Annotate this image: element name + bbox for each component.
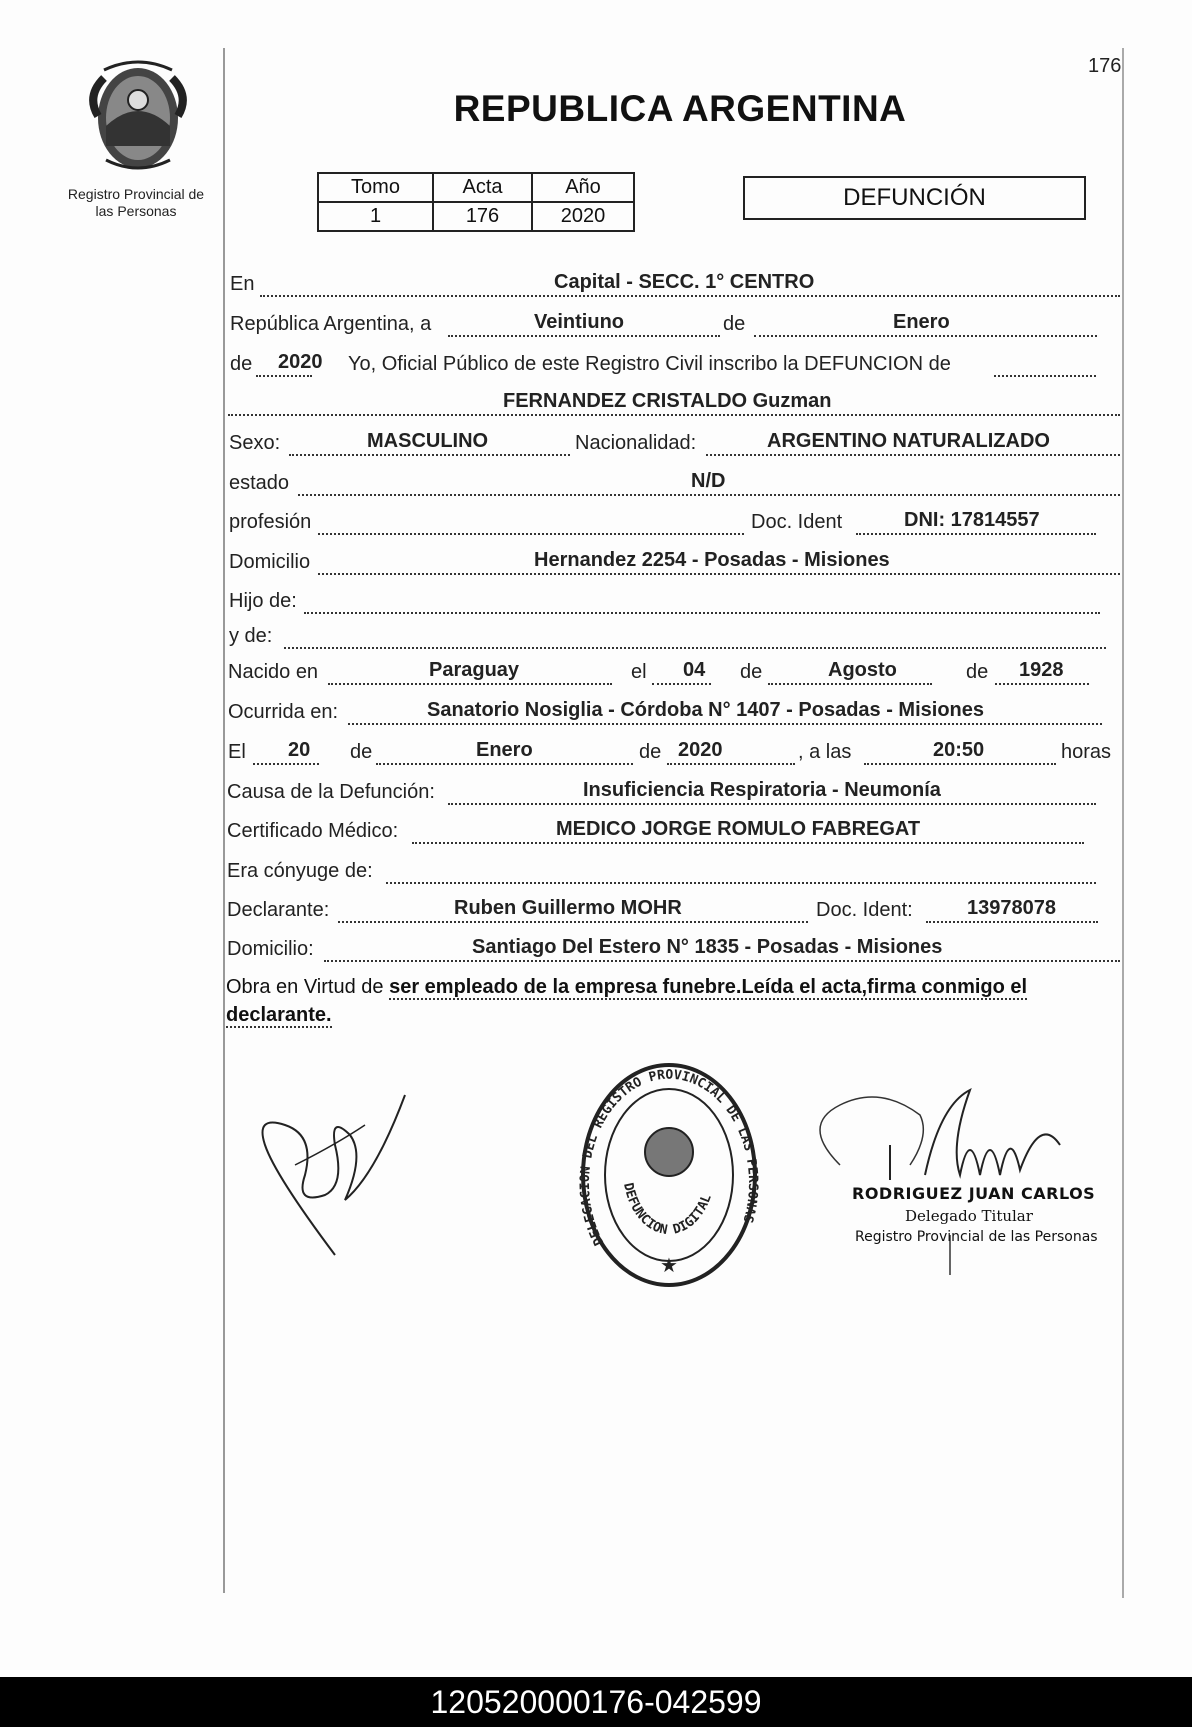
row-estado [226, 472, 1126, 502]
seal-star-icon: ★ [660, 1255, 678, 1277]
row-sexo [226, 432, 1126, 462]
obra-label: Obra en Virtud de [226, 976, 384, 998]
register-header-tomo: Tomo [318, 173, 433, 202]
obra-value: ser empleado de la empresa funebre.Leída el acta,firma conmigo el declarante. [226, 976, 1028, 1026]
en-value: Capital - SECC. 1° CENTRO [554, 271, 815, 293]
row-declarante [226, 899, 1126, 929]
org-name [52, 186, 220, 220]
horas-label: horas [1061, 741, 1112, 763]
declarante-value: Ruben Guillermo MOHR [454, 897, 682, 919]
sexo-value: MASCULINO [367, 430, 489, 452]
obra-paragraph [226, 973, 1121, 1029]
signatory-name: RODRIGUEZ JUAN CARLOS [852, 1184, 1096, 1203]
seal-outer-text: DELEGACION DEL REGISTRO PROVINCIAL DE LAS PERSONAS [578, 1067, 760, 1248]
estado-value: N/D [691, 470, 726, 492]
yde-fill [284, 625, 1106, 649]
page-number: 176 [1088, 55, 1122, 77]
seal-inner-text: DEFUNCION DIGITAL [620, 1181, 715, 1239]
sexo-label: Sexo: [229, 432, 281, 454]
signatory-role: Delegado Titular [905, 1207, 1033, 1225]
nacido-value: Paraguay [429, 659, 520, 681]
signatory-org: Registro Provincial de las Personas [855, 1229, 1098, 1245]
en-label: En [230, 273, 255, 295]
ocurrida-label: Ocurrida en: [228, 701, 339, 723]
row-hijo [226, 590, 1126, 620]
document-type-box: DEFUNCIÓN [743, 176, 1086, 220]
row-yde [226, 625, 1126, 655]
row-profesion [226, 511, 1126, 541]
death-month: Enero [476, 739, 533, 761]
el2-label: El [228, 741, 246, 763]
de-label-6: de [639, 741, 662, 763]
oficial-text: Yo, Oficial Público de este Registro Civil inscribo la DEFUNCION de [348, 353, 951, 375]
hijo-fill [304, 590, 1100, 614]
conyuge-fill [386, 860, 1096, 884]
deceased-name: FERNANDEZ CRISTALDO Guzman [503, 390, 832, 412]
row-nacido [226, 661, 1126, 691]
domicilio-value: Hernandez 2254 - Posadas - Misiones [534, 549, 890, 571]
row-certificado [226, 820, 1126, 850]
org-line-2: las Personas [95, 203, 177, 219]
row-deceased [226, 392, 1126, 422]
hijo-label: Hijo de: [229, 590, 297, 612]
oficial-fill [994, 353, 1096, 377]
el-label: el [631, 661, 647, 683]
death-day: 20 [288, 739, 311, 761]
declarante-signature [255, 1085, 415, 1265]
register-value-acta: 176 [433, 202, 532, 231]
year-value: 2020 [278, 351, 323, 373]
ocurrida-value: Sanatorio Nosiglia - Córdoba N° 1407 - Posadas - Misiones [427, 699, 985, 721]
register-header-acta: Acta [433, 173, 532, 202]
birth-month: Agosto [828, 659, 897, 681]
causa-value: Insuficiencia Respiratoria - Neumonía [583, 779, 941, 801]
doc-value: DNI: 17814557 [904, 509, 1040, 531]
de-label-2: de [230, 353, 253, 375]
register-value-row [318, 202, 634, 231]
register-value-anio: 2020 [532, 202, 634, 231]
birth-year: 1928 [1019, 659, 1064, 681]
svg-text:DEFUNCION DIGITAL [620, 1182, 715, 1239]
doc2-value: 13978078 [967, 897, 1056, 919]
domicilio-label: Domicilio [229, 551, 311, 573]
footer-barcode-text: 120520000176-042599 [0, 1677, 1192, 1727]
official-signature [800, 1085, 1100, 1275]
row-conyuge [226, 860, 1126, 890]
de-label-5: de [350, 741, 373, 763]
row-domicilio [226, 551, 1126, 581]
birth-day: 04 [683, 659, 706, 681]
org-line-1: Registro Provincial de [67, 186, 205, 202]
row-death-date [226, 741, 1126, 771]
row-causa [226, 781, 1126, 811]
register-value-tomo: 1 [318, 202, 433, 231]
row-en [226, 273, 1126, 303]
day-value: Veintiuno [534, 311, 624, 333]
nacido-label: Nacido en [228, 661, 319, 683]
death-year: 2020 [678, 739, 723, 761]
doc-label: Doc. Ident [751, 511, 843, 533]
profesion-fill [318, 511, 744, 535]
nacionalidad-value: ARGENTINO NATURALIZADO [767, 430, 1050, 452]
province-emblem-icon [84, 56, 192, 174]
row-republica [226, 313, 1126, 343]
alas-label: , a las [798, 741, 852, 763]
causa-label: Causa de la Defunción: [227, 781, 435, 803]
conyuge-label: Era cónyuge de: [227, 860, 373, 882]
doc2-label: Doc. Ident: [816, 899, 913, 921]
de-label-3: de [740, 661, 763, 683]
republica-label: República Argentina, a [230, 313, 432, 335]
document-title: REPUBLICA ARGENTINA [453, 88, 907, 129]
certificado-value: MEDICO JORGE ROMULO FABREGAT [556, 818, 921, 840]
row-domicilio2 [226, 938, 1126, 968]
de-label-1: de [723, 313, 746, 335]
domicilio2-label: Domicilio: [227, 938, 314, 960]
row-oficial [226, 353, 1126, 383]
domicilio2-value: Santiago Del Estero N° 1835 - Posadas - Misiones [472, 936, 943, 958]
register-table [317, 172, 635, 232]
left-margin-line [223, 48, 225, 1593]
yde-label: y de: [229, 625, 273, 647]
nacionalidad-label: Nacionalidad: [575, 432, 697, 454]
row-ocurrida [226, 701, 1126, 731]
declarante-label: Declarante: [227, 899, 330, 921]
registry-seal [578, 1060, 760, 1290]
register-header-row [318, 173, 634, 202]
register-header-anio: Año [532, 173, 634, 202]
estado-label: estado [229, 472, 290, 494]
month-value: Enero [893, 311, 950, 333]
certificado-label: Certificado Médico: [227, 820, 399, 842]
profesion-label: profesión [229, 511, 312, 533]
death-time: 20:50 [933, 739, 985, 761]
de-label-4: de [966, 661, 989, 683]
